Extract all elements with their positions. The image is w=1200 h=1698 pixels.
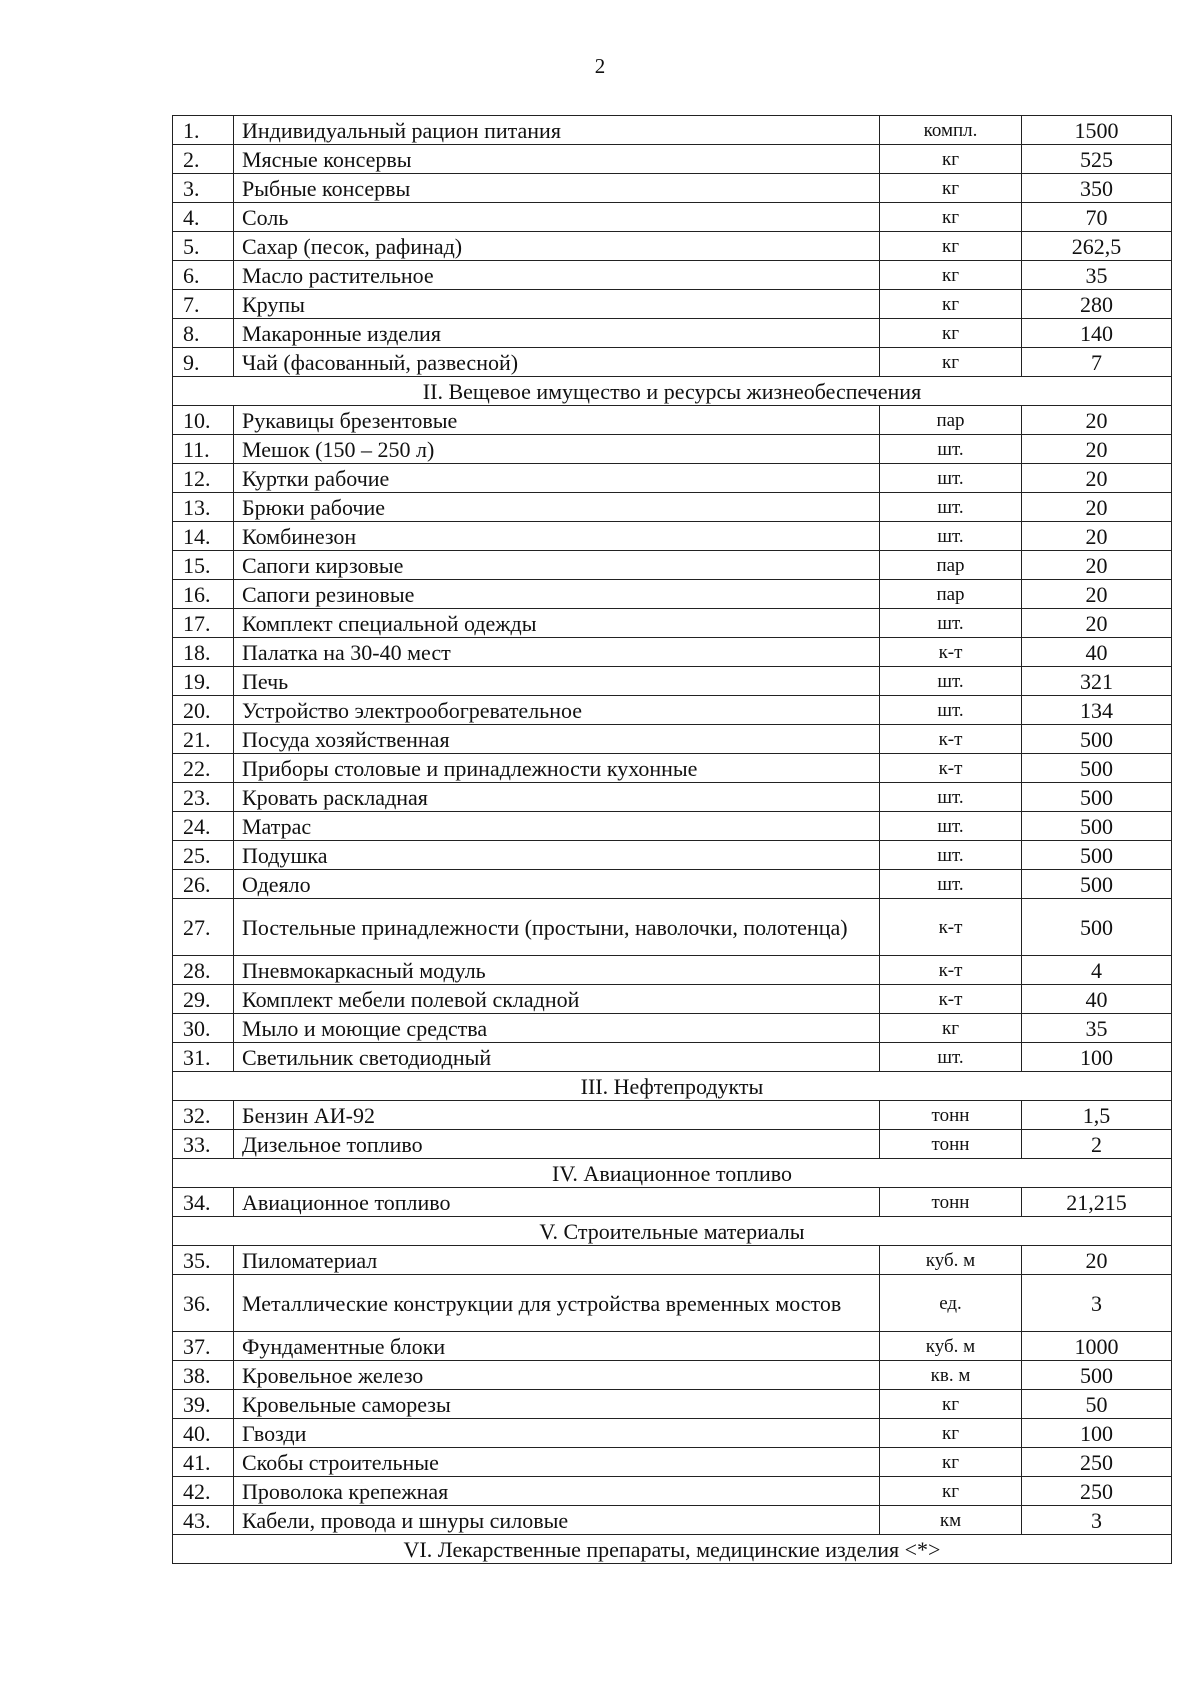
- row-number: 24.: [173, 812, 234, 841]
- row-number: 15.: [173, 551, 234, 580]
- item-quantity: 250: [1022, 1477, 1172, 1506]
- row-number: 10.: [173, 406, 234, 435]
- section-title: III. Нефтепродукты: [173, 1072, 1172, 1101]
- item-unit: к-т: [880, 985, 1022, 1014]
- row-number: 16.: [173, 580, 234, 609]
- item-name: Дизельное топливо: [234, 1130, 880, 1159]
- table-row: [173, 899, 1172, 956]
- item-name: Рукавицы брезентовые: [234, 406, 880, 435]
- item-name: Бензин АИ-92: [234, 1101, 880, 1130]
- item-quantity: 350: [1022, 174, 1172, 203]
- item-name: Мешок (150 – 250 л): [234, 435, 880, 464]
- row-number: 14.: [173, 522, 234, 551]
- item-name: Посуда хозяйственная: [234, 725, 880, 754]
- item-quantity: 21,215: [1022, 1188, 1172, 1217]
- table-row: [173, 1246, 1172, 1275]
- item-unit: шт.: [880, 609, 1022, 638]
- item-quantity: 280: [1022, 290, 1172, 319]
- resources-table: [172, 115, 1172, 1564]
- item-unit: шт.: [880, 783, 1022, 812]
- item-unit: куб. м: [880, 1332, 1022, 1361]
- table-row: [173, 580, 1172, 609]
- item-quantity: 3: [1022, 1506, 1172, 1535]
- item-name: Постельные принадлежности (простыни, наволочки, полотенца): [234, 899, 880, 956]
- row-number: 32.: [173, 1101, 234, 1130]
- row-number: 9.: [173, 348, 234, 377]
- item-name: Одеяло: [234, 870, 880, 899]
- item-name: Комплект мебели полевой складной: [234, 985, 880, 1014]
- table-row: [173, 1188, 1172, 1217]
- item-unit: кг: [880, 1014, 1022, 1043]
- item-quantity: 500: [1022, 870, 1172, 899]
- table-row: [173, 1448, 1172, 1477]
- row-number: 11.: [173, 435, 234, 464]
- item-quantity: 500: [1022, 899, 1172, 956]
- table-row: [173, 116, 1172, 145]
- item-quantity: 70: [1022, 203, 1172, 232]
- item-name: Приборы столовые и принадлежности кухонные: [234, 754, 880, 783]
- table-row: [173, 522, 1172, 551]
- item-quantity: 250: [1022, 1448, 1172, 1477]
- table-row: [173, 1014, 1172, 1043]
- item-unit: кг: [880, 290, 1022, 319]
- item-name: Гвозди: [234, 1419, 880, 1448]
- item-unit: кг: [880, 1477, 1022, 1506]
- item-quantity: 20: [1022, 464, 1172, 493]
- item-unit: шт.: [880, 667, 1022, 696]
- item-unit: км: [880, 1506, 1022, 1535]
- item-name: Комбинезон: [234, 522, 880, 551]
- item-quantity: 40: [1022, 985, 1172, 1014]
- item-name: Чай (фасованный, развесной): [234, 348, 880, 377]
- item-unit: шт.: [880, 812, 1022, 841]
- row-number: 42.: [173, 1477, 234, 1506]
- table-row: [173, 667, 1172, 696]
- item-name: Индивидуальный рацион питания: [234, 116, 880, 145]
- table-row: [173, 1332, 1172, 1361]
- item-unit: тонн: [880, 1130, 1022, 1159]
- item-name: Светильник светодиодный: [234, 1043, 880, 1072]
- item-name: Макаронные изделия: [234, 319, 880, 348]
- item-quantity: 140: [1022, 319, 1172, 348]
- item-unit: к-т: [880, 754, 1022, 783]
- item-unit: шт.: [880, 435, 1022, 464]
- row-number: 27.: [173, 899, 234, 956]
- item-unit: шт.: [880, 1043, 1022, 1072]
- table-row: [173, 609, 1172, 638]
- table-row: [173, 290, 1172, 319]
- table-row: [173, 348, 1172, 377]
- row-number: 37.: [173, 1332, 234, 1361]
- table-row: [173, 956, 1172, 985]
- row-number: 40.: [173, 1419, 234, 1448]
- item-name: Устройство электрообогревательное: [234, 696, 880, 725]
- item-name: Кровать раскладная: [234, 783, 880, 812]
- item-unit: к-т: [880, 899, 1022, 956]
- item-unit: тонн: [880, 1188, 1022, 1217]
- item-name: Сахар (песок, рафинад): [234, 232, 880, 261]
- item-unit: куб. м: [880, 1246, 1022, 1275]
- table-body: [173, 116, 1172, 1564]
- item-name: Мясные консервы: [234, 145, 880, 174]
- item-quantity: 20: [1022, 580, 1172, 609]
- item-quantity: 500: [1022, 841, 1172, 870]
- item-unit: кг: [880, 232, 1022, 261]
- item-unit: шт.: [880, 696, 1022, 725]
- table-row: [173, 464, 1172, 493]
- table-row: [173, 261, 1172, 290]
- section-header-row: [173, 1072, 1172, 1101]
- row-number: 38.: [173, 1361, 234, 1390]
- item-unit: шт.: [880, 522, 1022, 551]
- row-number: 6.: [173, 261, 234, 290]
- row-number: 39.: [173, 1390, 234, 1419]
- item-unit: кг: [880, 1390, 1022, 1419]
- item-name: Масло растительное: [234, 261, 880, 290]
- row-number: 33.: [173, 1130, 234, 1159]
- table-row: [173, 203, 1172, 232]
- row-number: 1.: [173, 116, 234, 145]
- row-number: 20.: [173, 696, 234, 725]
- item-name: Куртки рабочие: [234, 464, 880, 493]
- row-number: 13.: [173, 493, 234, 522]
- page-number: 2: [594, 54, 606, 78]
- item-unit: пар: [880, 551, 1022, 580]
- item-quantity: 525: [1022, 145, 1172, 174]
- item-unit: кг: [880, 319, 1022, 348]
- item-unit: к-т: [880, 638, 1022, 667]
- item-name: Кровельные саморезы: [234, 1390, 880, 1419]
- item-name: Подушка: [234, 841, 880, 870]
- row-number: 18.: [173, 638, 234, 667]
- row-number: 43.: [173, 1506, 234, 1535]
- row-number: 28.: [173, 956, 234, 985]
- row-number: 12.: [173, 464, 234, 493]
- row-number: 19.: [173, 667, 234, 696]
- item-name: Мыло и моющие средства: [234, 1014, 880, 1043]
- row-number: 31.: [173, 1043, 234, 1072]
- row-number: 5.: [173, 232, 234, 261]
- item-unit: ед.: [880, 1275, 1022, 1332]
- table-row: [173, 783, 1172, 812]
- item-unit: шт.: [880, 464, 1022, 493]
- item-quantity: 20: [1022, 609, 1172, 638]
- item-quantity: 500: [1022, 754, 1172, 783]
- item-unit: шт.: [880, 493, 1022, 522]
- item-quantity: 3: [1022, 1275, 1172, 1332]
- section-header-row: [173, 1159, 1172, 1188]
- item-quantity: 100: [1022, 1043, 1172, 1072]
- item-unit: кг: [880, 1419, 1022, 1448]
- table-row: [173, 1275, 1172, 1332]
- item-unit: шт.: [880, 841, 1022, 870]
- item-quantity: 500: [1022, 725, 1172, 754]
- table-row: [173, 754, 1172, 783]
- row-number: 29.: [173, 985, 234, 1014]
- table-row: [173, 870, 1172, 899]
- table-row: [173, 725, 1172, 754]
- table-row: [173, 406, 1172, 435]
- table-row: [173, 1390, 1172, 1419]
- item-unit: кг: [880, 145, 1022, 174]
- item-name: Кабели, провода и шнуры силовые: [234, 1506, 880, 1535]
- row-number: 35.: [173, 1246, 234, 1275]
- table-row: [173, 1361, 1172, 1390]
- table-row: [173, 232, 1172, 261]
- item-quantity: 50: [1022, 1390, 1172, 1419]
- item-unit: шт.: [880, 870, 1022, 899]
- table-row: [173, 985, 1172, 1014]
- item-name: Пневмокаркасный модуль: [234, 956, 880, 985]
- item-unit: кг: [880, 174, 1022, 203]
- row-number: 34.: [173, 1188, 234, 1217]
- section-header-row: [173, 1535, 1172, 1564]
- item-name: Сапоги резиновые: [234, 580, 880, 609]
- row-number: 26.: [173, 870, 234, 899]
- item-quantity: 262,5: [1022, 232, 1172, 261]
- item-name: Рыбные консервы: [234, 174, 880, 203]
- row-number: 2.: [173, 145, 234, 174]
- table-row: [173, 696, 1172, 725]
- item-quantity: 20: [1022, 435, 1172, 464]
- item-quantity: 20: [1022, 551, 1172, 580]
- table-row: [173, 319, 1172, 348]
- row-number: 23.: [173, 783, 234, 812]
- item-name: Скобы строительные: [234, 1448, 880, 1477]
- section-title: IV. Авиационное топливо: [173, 1159, 1172, 1188]
- section-header-row: [173, 1217, 1172, 1246]
- item-unit: кв. м: [880, 1361, 1022, 1390]
- item-quantity: 2: [1022, 1130, 1172, 1159]
- section-title: II. Вещевое имущество и ресурсы жизнеобеспечения: [173, 377, 1172, 406]
- table-row: [173, 1419, 1172, 1448]
- item-unit: к-т: [880, 956, 1022, 985]
- row-number: 4.: [173, 203, 234, 232]
- table-row: [173, 812, 1172, 841]
- table-row: [173, 1043, 1172, 1072]
- item-unit: кг: [880, 1448, 1022, 1477]
- row-number: 8.: [173, 319, 234, 348]
- row-number: 36.: [173, 1275, 234, 1332]
- table-row: [173, 493, 1172, 522]
- item-quantity: 20: [1022, 493, 1172, 522]
- item-unit: пар: [880, 580, 1022, 609]
- item-name: Металлические конструкции для устройства временных мостов: [234, 1275, 880, 1332]
- item-name: Палатка на 30-40 мест: [234, 638, 880, 667]
- item-unit: кг: [880, 348, 1022, 377]
- item-name: Фундаментные блоки: [234, 1332, 880, 1361]
- section-header-row: [173, 377, 1172, 406]
- item-name: Крупы: [234, 290, 880, 319]
- item-quantity: 20: [1022, 522, 1172, 551]
- row-number: 22.: [173, 754, 234, 783]
- table-row: [173, 1477, 1172, 1506]
- item-name: Кровельное железо: [234, 1361, 880, 1390]
- item-quantity: 20: [1022, 1246, 1172, 1275]
- item-quantity: 20: [1022, 406, 1172, 435]
- item-name: Печь: [234, 667, 880, 696]
- table-row: [173, 1101, 1172, 1130]
- item-quantity: 1500: [1022, 116, 1172, 145]
- item-name: Матрас: [234, 812, 880, 841]
- item-quantity: 1000: [1022, 1332, 1172, 1361]
- row-number: 30.: [173, 1014, 234, 1043]
- item-name: Проволока крепежная: [234, 1477, 880, 1506]
- item-unit: тонн: [880, 1101, 1022, 1130]
- item-unit: пар: [880, 406, 1022, 435]
- table-row: [173, 1506, 1172, 1535]
- item-unit: кг: [880, 261, 1022, 290]
- item-quantity: 500: [1022, 1361, 1172, 1390]
- row-number: 17.: [173, 609, 234, 638]
- table-row: [173, 551, 1172, 580]
- item-quantity: 4: [1022, 956, 1172, 985]
- item-quantity: 35: [1022, 1014, 1172, 1043]
- item-quantity: 500: [1022, 812, 1172, 841]
- item-unit: компл.: [880, 116, 1022, 145]
- item-quantity: 7: [1022, 348, 1172, 377]
- row-number: 3.: [173, 174, 234, 203]
- section-title: VI. Лекарственные препараты, медицинские изделия <*>: [173, 1535, 1172, 1564]
- item-quantity: 500: [1022, 783, 1172, 812]
- item-quantity: 321: [1022, 667, 1172, 696]
- item-name: Пиломатериал: [234, 1246, 880, 1275]
- item-quantity: 40: [1022, 638, 1172, 667]
- row-number: 25.: [173, 841, 234, 870]
- table-row: [173, 145, 1172, 174]
- table-row: [173, 638, 1172, 667]
- item-name: Сапоги кирзовые: [234, 551, 880, 580]
- row-number: 21.: [173, 725, 234, 754]
- row-number: 7.: [173, 290, 234, 319]
- item-name: Брюки рабочие: [234, 493, 880, 522]
- item-quantity: 1,5: [1022, 1101, 1172, 1130]
- item-quantity: 134: [1022, 696, 1172, 725]
- item-name: Авиационное топливо: [234, 1188, 880, 1217]
- table-row: [173, 841, 1172, 870]
- item-unit: кг: [880, 203, 1022, 232]
- item-quantity: 35: [1022, 261, 1172, 290]
- table-row: [173, 435, 1172, 464]
- section-title: V. Строительные материалы: [173, 1217, 1172, 1246]
- row-number: 41.: [173, 1448, 234, 1477]
- item-name: Комплект специальной одежды: [234, 609, 880, 638]
- item-unit: к-т: [880, 725, 1022, 754]
- item-quantity: 100: [1022, 1419, 1172, 1448]
- item-name: Соль: [234, 203, 880, 232]
- table-row: [173, 174, 1172, 203]
- table-row: [173, 1130, 1172, 1159]
